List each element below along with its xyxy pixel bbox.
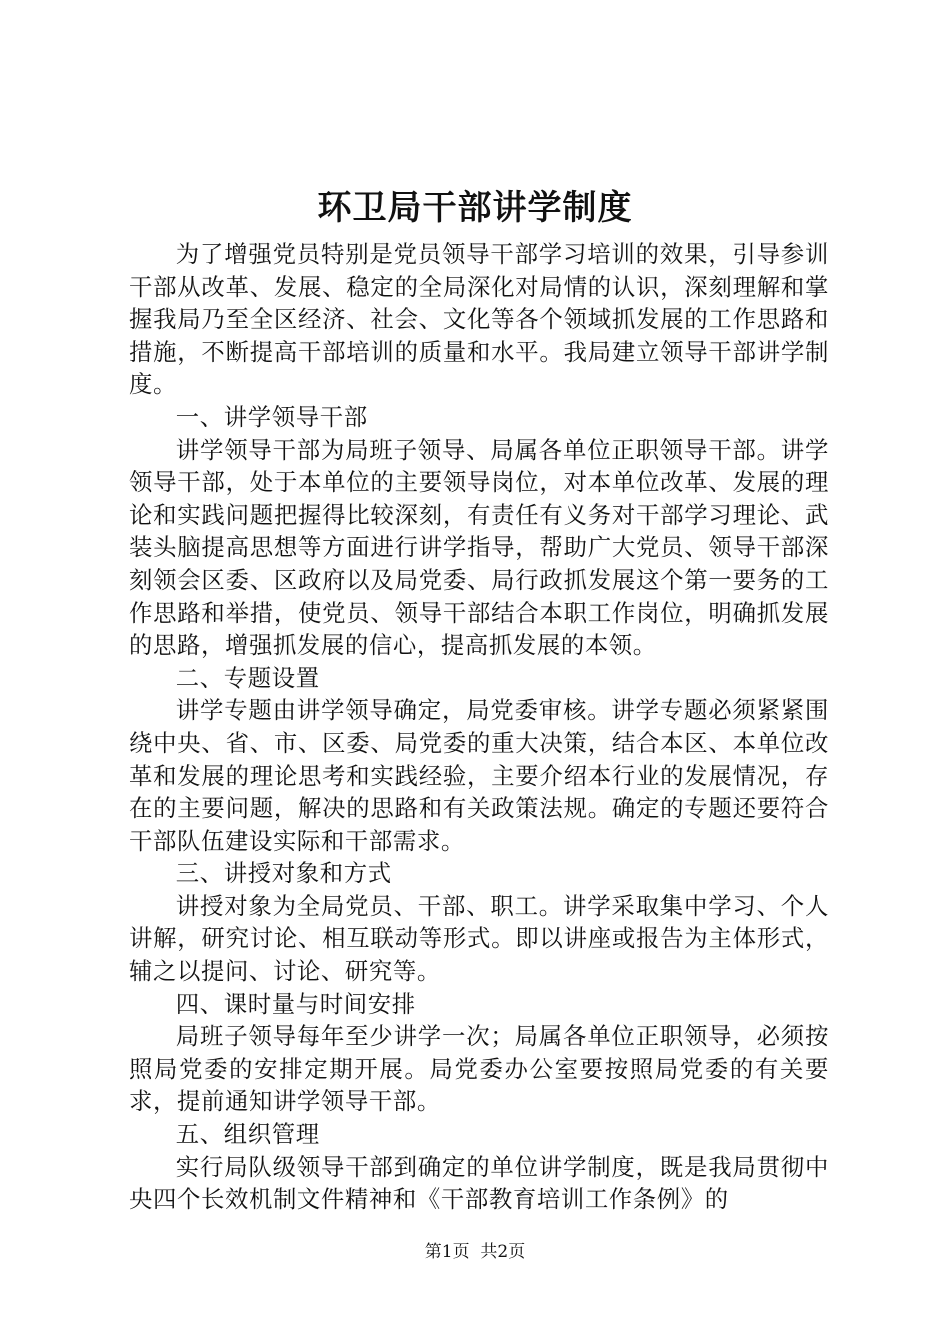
section-paragraph-4: 局班子领导每年至少讲学一次；局属各单位正职领导，必须按照局党委的安排定期开展。局党委办公室要按照局党委的有关要求，提前通知讲学领导干部。 [129,1022,829,1116]
section-heading-5: 五、组织管理 [175,1120,320,1149]
intro-paragraph: 为了增强党员特别是党员领导干部学习培训的效果，引导参训干部从改革、发展、稳定的全局深化对局情的认识，深刻理解和掌握我局乃至全区经济、社会、文化等各个领域抓发展的工作思路和措施，不断提高干部培训的质量和水平。我局建立领导干部讲学制度。 [129,240,829,399]
page-title: 环卫局干部讲学制度 [317,188,633,228]
page-number-footer: 第1页 共2页 [424,1242,526,1262]
section-paragraph-3: 讲授对象为全局党员、干部、职工。讲学采取集中学习、个人讲解，研究讨论、相互联动等形式。即以讲座或报告为主体形式，辅之以提问、讨论、研究等。 [129,891,829,986]
section-heading-1: 一、讲学领导干部 [175,402,368,431]
section-heading-2: 二、专题设置 [175,663,320,692]
document-body [129,238,829,1216]
section-paragraph-1: 讲学领导干部为局班子领导、局属各单位正职领导干部。讲学领导干部，处于本单位的主要领导岗位，对本单位改革、发展的理论和实践问题把握得比较深刻，有责任有义务对干部学习理论、武装头脑提高思想等方面进行讲学指导，帮助广大党员、领导干部深刻领会区委、区政府以及局党委、局行政抓发展这个第一要务的工作思路和举措，使党员、领导干部结合本职工作岗位，明确抓发展的思路，增强抓发展的信心，提高抓发展的本领。 [129,435,829,660]
section-paragraph-5: 实行局队级领导干部到确定的单位讲学制度，既是我局贯彻中央四个长效机制文件精神和《干部教育培训工作条例》的 [129,1152,829,1214]
section-heading-3: 三、讲授对象和方式 [175,859,392,888]
section-paragraph-2: 讲学专题由讲学领导确定，局党委审核。讲学专题必须紧紧围绕中央、省、市、区委、局党委的重大决策，结合本区、本单位改革和发展的理论思考和实践经验，主要介绍本行业的发展情况，存在的主要问题，解决的思路和有关政策法规。确定的专题还要符合干部队伍建设实际和干部需求。 [129,696,829,855]
section-heading-4: 四、课时量与时间安排 [175,989,416,1018]
